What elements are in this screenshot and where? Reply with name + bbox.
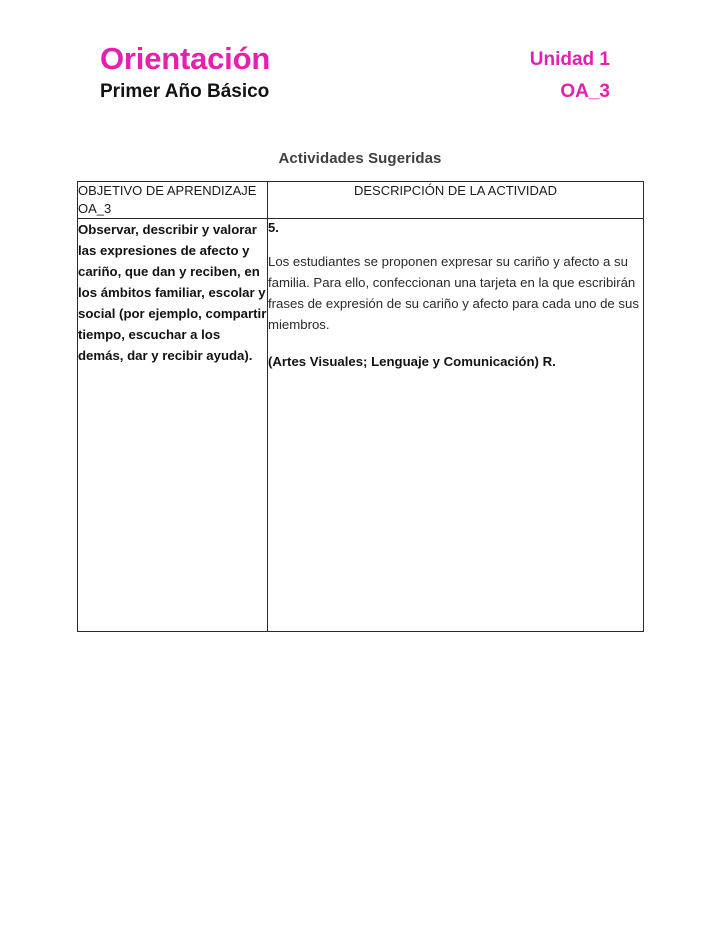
activity-number: 5. bbox=[268, 220, 279, 235]
grade-title: Primer Año Básico bbox=[100, 81, 270, 102]
header-right-block bbox=[530, 48, 610, 104]
oa-code-label: OA_3 bbox=[560, 81, 610, 102]
header-left-block bbox=[100, 42, 270, 104]
unit-label: Unidad 1 bbox=[529, 49, 610, 70]
objective-text: Observar, describir y valorar las expresiones de afecto y cariño, que dan y reciben, en los ámbitos familiar, escolar y social (por ejemplo, compartir tiempo, escuchar a los demás, dar y recibir ayuda). bbox=[78, 222, 267, 363]
table-header-row bbox=[78, 182, 644, 219]
table-header bbox=[78, 182, 644, 219]
activity-body-text: Los estudiantes se proponen expresar su cariño y afecto a su familia. Para ello, confeccionan una tarjeta en la que escribirán frases de expresión de su cariño y afecto para cada uno de sus miembros. bbox=[268, 254, 639, 332]
subject-title: Orientación bbox=[100, 41, 271, 76]
document-header bbox=[0, 42, 720, 114]
table-row bbox=[78, 219, 644, 632]
cell-objective bbox=[78, 219, 268, 632]
activity-table bbox=[77, 181, 644, 632]
column-header-description: DESCRIPCIÓN DE LA ACTIVIDAD bbox=[268, 182, 644, 219]
section-heading: Actividades Sugeridas bbox=[278, 150, 442, 167]
column-header-objective: OBJETIVO DE APRENDIZAJE OA_3 bbox=[78, 182, 268, 219]
cell-description bbox=[268, 219, 644, 632]
activity-subjects-text: (Artes Visuales; Lenguaje y Comunicación) R. bbox=[268, 354, 556, 369]
table-body bbox=[78, 219, 644, 632]
